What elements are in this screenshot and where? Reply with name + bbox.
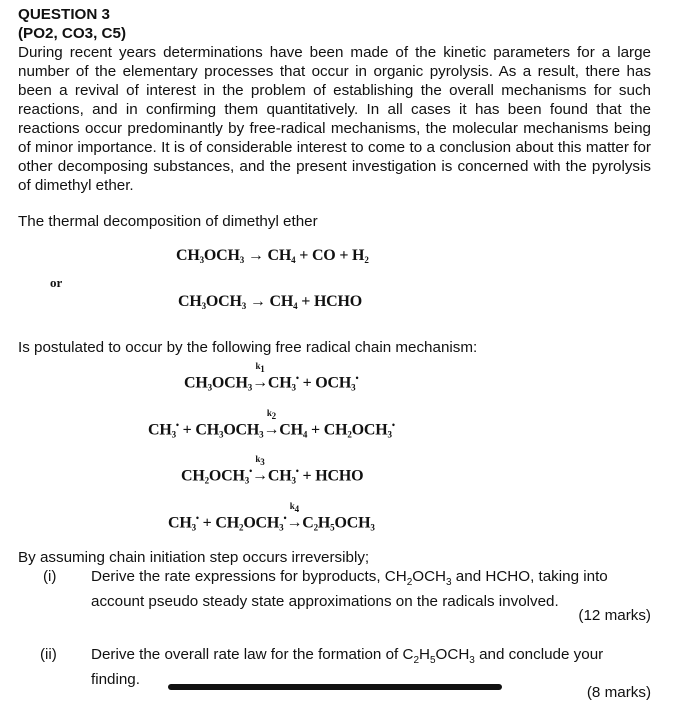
overall-equation-1: $CH_3OCH_3 \to CH_4$ + CO + $H_2$: [176, 247, 369, 265]
question-title: QUESTION 3: [18, 6, 110, 23]
or-label: or: [50, 275, 63, 290]
part-ii-text: Derive the overall rate law for the formation of $C_2H_5OCH_3$ and conclude your finding.: [91, 646, 604, 689]
mechanism-step-1: $CH_3OCH_3\to$ $k_1$ $CH_3^• + OCH_3^•$: [184, 361, 359, 393]
part-i-label: (i): [43, 568, 57, 585]
postulate-text: Is postulated to occur by the following free radical chain mechanism:: [18, 339, 478, 356]
part-ii-marks: (8 marks): [586, 684, 651, 701]
intro-paragraph: During recent years determinations have been made of the kinetic parameters for a large number of the elementary processes that occur in organic pyrolysis. As a result, there has been a revival of interest in the problem of establishing the overall mechanisms for such reactions, and in confirming them quantitatively. In all cases it has been found that the reactions occur predominantly by free-radical mechanisms, the molecular mechanisms being of minor importance. It is of considerable interest to come to a conclusion about this matter for other decomposing substances, and the present investigation is concerned with the pyrolysis of dimethyl ether.: [18, 44, 651, 194]
part-ii-label: (ii): [40, 646, 57, 663]
part-i-marks: (12 marks): [578, 607, 651, 624]
mechanism-step-2: $CH_3^• + CH_3OCH_3\to$ $k_2$ $CH_4 + CH_2OCH_3^•$: [148, 408, 395, 440]
mechanism-step-3: $CH_2OCH_3^•\to$ $k_3$ $CH_3^•$ + HCHO: [181, 454, 364, 486]
question-codes: (PO2, CO3, C5): [18, 25, 127, 42]
scrollbar-thumb[interactable]: [168, 684, 502, 690]
part-i-text: Derive the rate expressions for byproducts, $CH_2OCH_3$ and HCHO, taking into account pseudo steady state approximations on the radicals involved.: [91, 568, 608, 611]
mechanism-step-4: $CH_3^• + CH_2OCH_3^•\to$ $k_4$ $C_2H_5OCH_3$: [168, 501, 375, 533]
overall-equation-2: $CH_3OCH_3 \to CH_4$ + HCHO: [178, 293, 363, 311]
decomposition-heading: The thermal decomposition of dimethyl ether: [18, 213, 318, 230]
assumption-text: By assuming chain initiation step occurs irreversibly;: [18, 549, 370, 566]
